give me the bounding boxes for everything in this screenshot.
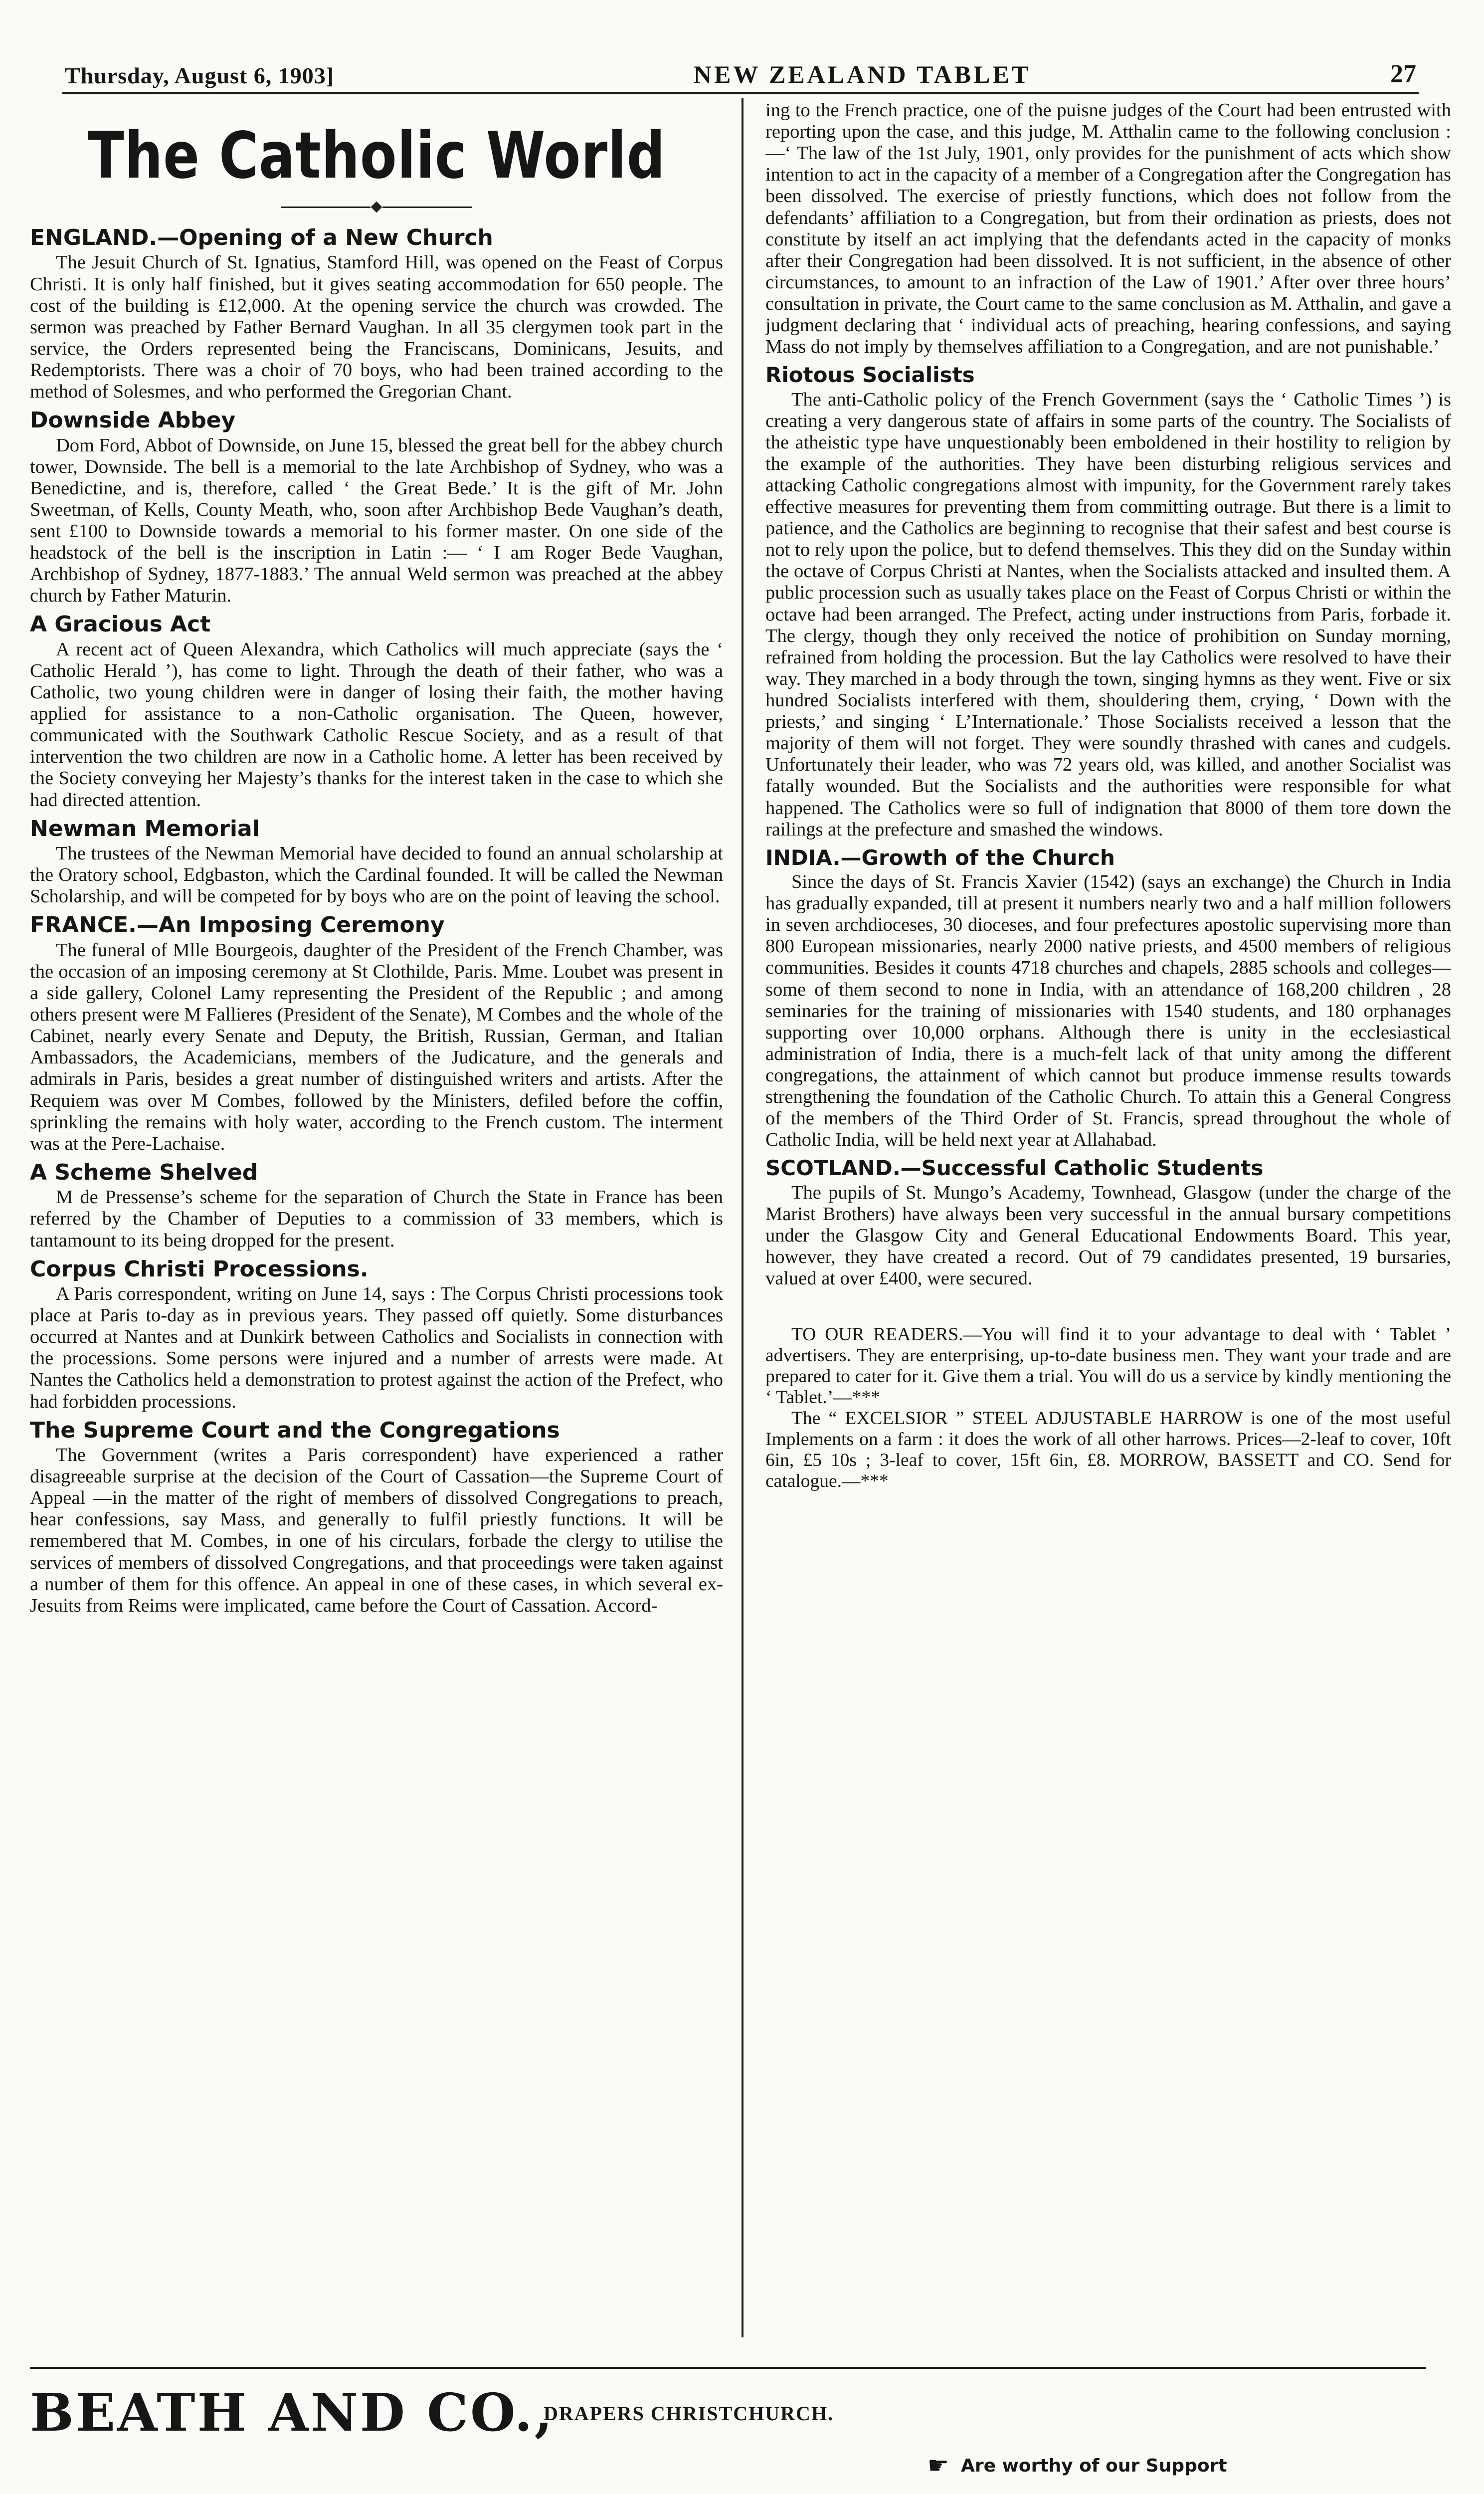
article-paragraph: The Government (writes a Paris correspondent) have experienced a rather disagreeable surprise at the decision of the Court of Cassation—the Supreme Court of Appeal —in the matter of the right of members of dissolved Congregations to preach, hear confessions, say Mass, and generally to fulfil priestly functions. It will be remembered that M. Combes, in one of his circulars, forbade the clergy to utilise the services of members of dissolved Congregations, and that proceedings were taken against a number of them for this offence. An appeal in one of these cases, in which several ex-Jesuits from Reims were implicated, came before the Court of Cassation. Accord- [30,1445,723,1616]
page-title: The Catholic World [87,119,666,193]
section-heading-scotland: SCOTLAND.—Successful Catholic Students [765,1156,1264,1181]
diamond-ornament-icon [371,202,382,213]
article-paragraph: Since the days of St. Francis Xavier (1542) (says an exchange) the Church in India has gradually expanded, till at present it numbers nearly two and a half million followers in seven archdioceses, 30 dioceses, and four prefectures apostolic supervising more than 800 European missionaries, nearly 2000 native priests, and 4500 members of religious communities. Besides it counts 4718 churches and chapels, 2885 schools and colleges—some of them second to none in India, with an attendance of 168,200 children , 28 seminaries for the training of missionaries with 1540 students, and 180 orphanages supporting over 10,000 orphans. Although there is unity in the ecclesiastical administration of India, there is a much-felt lack of that unity among the different congregations, the attainment of which cannot but produce immense results towards strengthening the foundation of the Catholic Church. To attain this a General Congress of the members of the Third Order of St. Francis, spread throughout the whole of Catholic India, will be held next year at Allahabad. [765,871,1451,1151]
spacer [765,1289,1451,1324]
section-heading-france: FRANCE.—An Imposing Ceremony [30,912,445,938]
section-heading-corpus-christi: Corpus Christi Processions. [30,1256,369,1282]
newspaper-name: NEW ZEALAND TABLET [693,60,1031,88]
section-heading-gracious-act: A Gracious Act [30,612,211,637]
column-divider [742,98,743,2337]
support-text: Are worthy of our Support [961,2455,1227,2476]
readers-notice: TO OUR READERS.—You will find it to your advantage to deal with ‘ Tablet ’ advertisers. They are enterprising, up-to-date business men. They want your trade and are prepared to cater for it. Give them a trial. You will do us a service by kindly mentioning the ‘ Tablet.’—*** [765,1324,1451,1408]
advertiser-tagline: DRAPERS CHRISTCHURCH. [544,2402,834,2425]
title-ornament [30,203,723,211]
article-paragraph: Dom Ford, Abbot of Downside, on June 15, blessed the great bell for the abbey church tower, Downside. The bell is a memorial to the late Archbishop of Sydney, who was a Benedictine, and is, therefore, called ‘ the Great Bede.’ It is the gift of Mr. John Sweetman, of Kells, County Meath, who, soon after Archbishop Bede Vaughan’s death, sent £100 to Downside towards a memorial to his former master. On one side of the headstock of the bell is the inscription in Latin :— ‘ I am Roger Bede Vaughan, Archbishop of Sydney, 1877-1883.’ The annual Weld sermon was preached at the abbey church by Father Maturin. [30,434,723,607]
section-heading-downside: Downside Abbey [30,408,236,433]
article-paragraph: The anti-Catholic policy of the French Government (says the ‘ Catholic Times ’) is creating a very dangerous state of affairs in some parts of the country. The Socialists of the atheistic type have unquestionably been emboldened in their hostility to religion by the example of the authorities. They have been disturbing religious services and attacking Catholic congregations almost with impunity, for the Government rarely takes effective measures for preventing them from committing outrage. But there is a limit to patience, and the Catholics are beginning to recognise that their safest and best course is not to rely upon the police, but to defend themselves. This they did on the Sunday within the octave of Corpus Christi at Nantes, when the Socialists attacked and insulted them. A public procession such as usually takes place on the Feast of Corpus Christi or within the octave had been arranged. The Prefect, acting under instructions from Paris, forbade it. The clergy, though they only received the notice of prohibition on Sunday morning, refrained from holding the procession. But the lay Catholics were resolved to have their way. They marched in a body through the town, singing hymns as they went. Five or six hundred Socialists interfered with them, shouldering them, crying, ‘ Down with the priests,’ and singing ‘ L’Internationale.’ Those Socialists received a lesson that the majority of them will not forget. They were soundly thrashed with canes and cudgels. Unfortunately their leader, who was 72 years old, was killed, and another Socialist was fatally wounded. But the Socialists and the authorities were responsible for what happened. The Catholics were so full of indignation that 8000 of them tore down the railings at the prefecture and smashed the windows. [765,389,1451,840]
article-paragraph: A Paris correspondent, writing on June 14, says : The Corpus Christi processions took place at Paris to-day as in previous years. They passed off quietly. Some disturbances occurred at Nantes and at Dunkirk between Catholics and Socialists in connection with the processions. Some persons were injured and a number of arrests were made. At Nantes the Catholics held a demonstration to protest against the action of the Prefect, who had forbidden processions. [30,1283,723,1412]
section-heading-india: INDIA.—Growth of the Church [765,845,1115,870]
issue-date: Thursday, August 6, 1903] [65,63,335,88]
article-paragraph-continued: ing to the French practice, one of the puisne judges of the Court had been entrusted with reporting upon the case, and this judge, M. Atthalin came to the following conclusion :—‘ The law of the 1st July, 1901, only provides for the punishment of acts which show intention to act in the capacity of a member of a Congregation after the Congregation has been dissolved. The exercise of priestly functions, which does not follow from the defendants’ affiliation to a Congregation, but from their ordination as priests, does not constitute by itself an act implying that the defendants acted in the capacity of monks after their Congregation had been dissolved. It is not sufficient, in the absence of other circumstances, to amount to an infraction of the Law of 1901.’ After over three hours’ consultation in private, the Court came to the same conclusion as M. Atthalin, and gave a judgment declaring that ‘ individual acts of preaching, hearing confessions, and saying Mass do not imply by themselves affiliation to a Congregation, and are not punishable.’ [765,100,1451,358]
section-heading-newman: Newman Memorial [30,816,260,841]
article-paragraph: The funeral of Mlle Bourgeois, daughter of the President of the French Chamber, was the occasion of an imposing ceremony at St Clothilde, Paris. Mme. Loubet was present in a side gallery, Colonel Lamy representing the President of the Republic ; and among others present were M Fallieres (President of the Senate), M Combes and the whole of the Cabinet, nearly every Senate and Deputy, the British, Russian, German, and Italian Ambassadors, the Academicians, members of the Judicature, and the generals and admirals in Paris, besides a great number of distinguished writers and artists. After the Requiem was over M Combes, followed by the Ministers, defiled before the coffin, sprinkling the remains with holy water, according to the French custom. The interment was at the Pere-Lachaise. [30,939,723,1154]
page-number: 27 [1390,60,1416,88]
section-heading-supreme-court: The Supreme Court and the Congregations [30,1417,560,1443]
page-header [65,54,1416,89]
right-column [765,100,1451,2339]
header-rule [62,92,1419,94]
footer-advertisement [30,2382,1436,2492]
section-heading-england: ENGLAND.—Opening of a New Church [30,225,493,250]
footer-rule [30,2367,1426,2369]
article-paragraph: A recent act of Queen Alexandra, which Catholics will much appreciate (says the ‘ Catholic Herald ’), has come to light. Through the death of their father, who was a Catholic, two young children were in danger of losing their faith, the mother having applied for assistance to a non-Catholic organisation. The Queen, however, communicated with the Southwark Catholic Rescue Society, and as a result of that intervention the two children are now in a Catholic home. A letter has been received by the Society conveying her Majesty’s thanks for the interest taken in the case to which she had directed attention. [30,638,723,811]
article-paragraph: The Jesuit Church of St. Ignatius, Stamford Hill, was opened on the Feast of Corpus Christi. It is only half finished, but it gives seating accommodation for 650 people. The cost of the building is £12,000. At the opening service the church was crowded. The sermon was preached by Father Bernard Vaughan. In all 35 clergymen took part in the service, the Orders represented being the Franciscans, Dominicans, Jesuits, and Redemptorists. There was a choir of 70 boys, who had been trained according to the method of Solesmes, and who performed the Gregorian Chant. [30,252,723,403]
harrow-advertisement: The “ EXCELSIOR ” STEEL ADJUSTABLE HARROW is one of the most useful Implements on a farm : it does the work of all other harrows. Prices—2-leaf to cover, 10ft 6in, £5 10s ; 3-leaf to cover, 15ft 6in, £8. MORROW, BASSETT and CO. Send for catalogue.—*** [765,1408,1451,1492]
ornament-line [382,207,472,208]
article-paragraph: M de Pressense’s scheme for the separation of Church the State in France has been referred by the Chamber of Deputies to a commission of 33 members, which is tantamount to its being dropped for the present. [30,1187,723,1251]
support-line [928,2452,1227,2480]
article-paragraph: The trustees of the Newman Memorial have decided to found an annual scholarship at the Oratory school, Edgbaston, which the Cardinal founded. It will be called the Newman Scholarship, and will be competed for by boys who are on the point of leaving the school. [30,843,723,907]
ornament-line [281,207,371,208]
pointing-hand-icon: ☛ [928,2452,949,2480]
section-heading-riotous-socialists: Riotous Socialists [765,363,975,388]
article-paragraph: The pupils of St. Mungo’s Academy, Townhead, Glasgow (under the charge of the Marist Brothers) have always been very successful in the annual bursary competitions under the Glasgow City and General Educational Endowments Board. This year, however, they have created a record. Out of 79 candidates presented, 19 bursaries, valued at over £400, were secured. [765,1182,1451,1289]
left-column [30,100,723,2359]
advertiser-name: BEATH AND CO., [30,2382,555,2443]
section-heading-scheme-shelved: A Scheme Shelved [30,1159,258,1185]
